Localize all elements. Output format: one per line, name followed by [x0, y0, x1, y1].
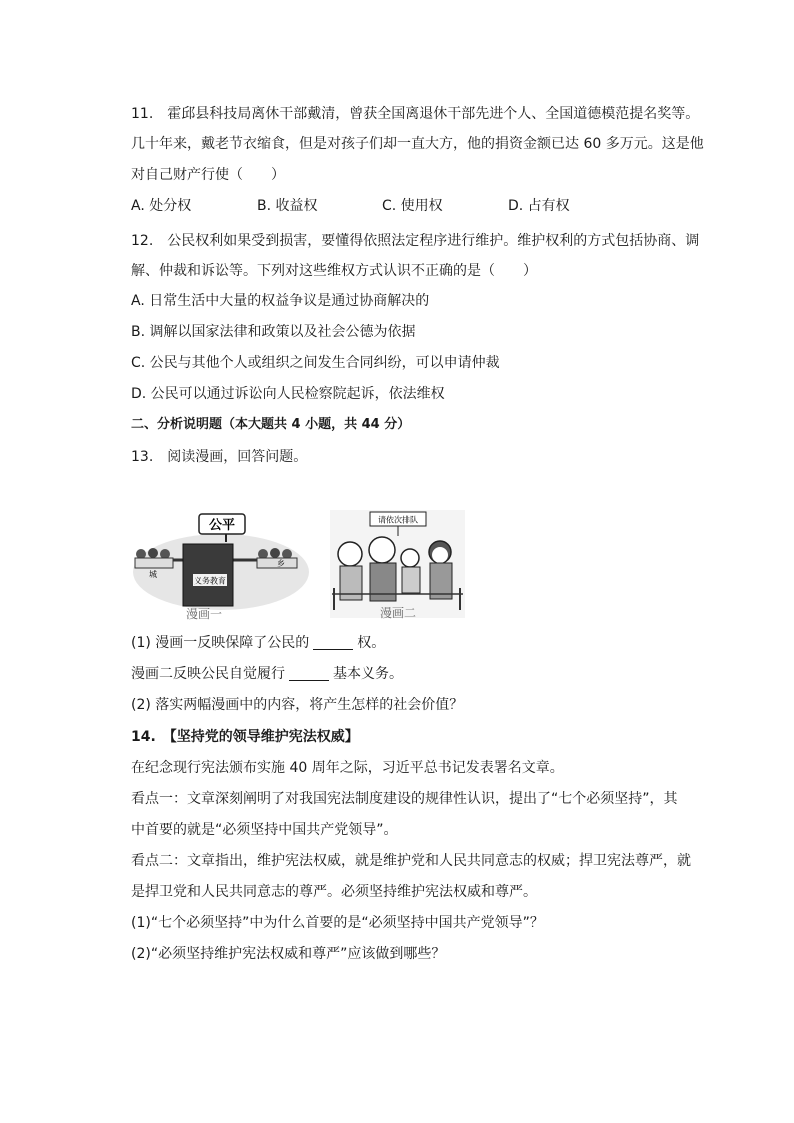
q11-option-b: B. 收益权	[257, 198, 318, 214]
q13-stem: 13. 阅读漫画，回答问题。	[131, 449, 308, 465]
q12-option-b: B. 调解以国家法律和政策以及社会公德为依据	[131, 324, 416, 340]
q14-title: 14. 【坚持党的领导维护宪法权威】	[131, 729, 359, 745]
cartoon-2-caption: 漫画二	[380, 606, 417, 620]
cartoon-1-book-text: 义务教育	[194, 576, 226, 586]
q14-point-2-line-1: 看点二：文章指出，维护宪法权威，就是维护党和人民共同意志的权威；捍卫宪法尊严，就	[131, 853, 691, 869]
q12-option-c: C. 公民与其他个人或组织之间发生合同纠纷，可以申请仲裁	[131, 355, 500, 371]
q12-line-2: 解、仲裁和诉讼等。下列对这些维权方式认识不正确的是（ ）	[131, 263, 537, 279]
cartoon-1-sign-text: 公平	[208, 518, 236, 533]
q12-line-1: 12. 公民权利如果受到损害，要懂得依照法定程序进行维护。维护权利的方式包括协商、调	[131, 233, 700, 249]
section-2-heading: 二、分析说明题（本大题共 4 小题，共 44 分）	[131, 417, 411, 432]
q11-line-2: 几十年来，戴老节衣缩食，但是对孩子们却一直大方，他的捐资金额已达 60 多万元。这是他	[131, 136, 704, 152]
q14-sub-2: (2)“必须坚持维护宪法权威和尊严”应该做到哪些？	[131, 946, 446, 962]
q13-sub-2: (2) 落实两幅漫画中的内容，将产生怎样的社会价值？	[131, 697, 464, 713]
cartoon-1-left-label: 城	[149, 570, 157, 579]
q11-line-3: 对自己财产行使（ ）	[131, 167, 285, 183]
answer-blank-2	[289, 666, 329, 681]
cartoon-2-image	[330, 510, 465, 618]
q11-option-a: A. 处分权	[131, 198, 192, 214]
q14-point-1-line-1: 看点一：文章深刻阐明了对我国宪法制度建设的规律性认识，提出了“七个必须坚持”，其	[131, 791, 678, 807]
q14-sub-1: (1)“七个必须坚持”中为什么首要的是“必须坚持中国共产党领导”？	[131, 915, 544, 931]
cartoon-1-image	[131, 502, 311, 620]
q13-sub-1b-pre: 漫画二反映公民自觉履行	[131, 666, 285, 682]
cartoon-1-caption: 漫画一	[186, 607, 223, 621]
q13-sub-1a	[131, 633, 385, 653]
cartoon-2-sign-text: 请依次排队	[378, 515, 418, 525]
q11-option-c: C. 使用权	[382, 198, 443, 214]
q11-option-d: D. 占有权	[508, 198, 570, 214]
q13-sub-1b	[131, 664, 403, 684]
q12-option-d: D. 公民可以通过诉讼向人民检察院起诉，依法维权	[131, 386, 445, 402]
cartoon-1-right-label: 乡	[277, 559, 285, 568]
q13-sub-1b-post: 基本义务。	[333, 666, 403, 682]
q14-point-2-line-2: 是捍卫党和人民共同意志的尊严。必须坚持维护宪法权威和尊严。	[131, 884, 537, 900]
q14-intro: 在纪念现行宪法颁布实施 40 周年之际，习近平总书记发表署名文章。	[131, 760, 564, 776]
answer-blank-1	[313, 635, 353, 650]
q11-line-1: 11. 霍邱县科技局离休干部戴清，曾获全国离退休干部先进个人、全国道德模范提名奖等。	[131, 106, 700, 122]
q13-sub-1a-pre: (1) 漫画一反映保障了公民的	[131, 635, 310, 651]
q13-sub-1a-post: 权。	[357, 635, 386, 651]
q14-point-1-line-2: 中首要的就是“必须坚持中国共产党领导”。	[131, 822, 398, 838]
q12-option-a: A. 日常生活中大量的权益争议是通过协商解决的	[131, 293, 430, 309]
